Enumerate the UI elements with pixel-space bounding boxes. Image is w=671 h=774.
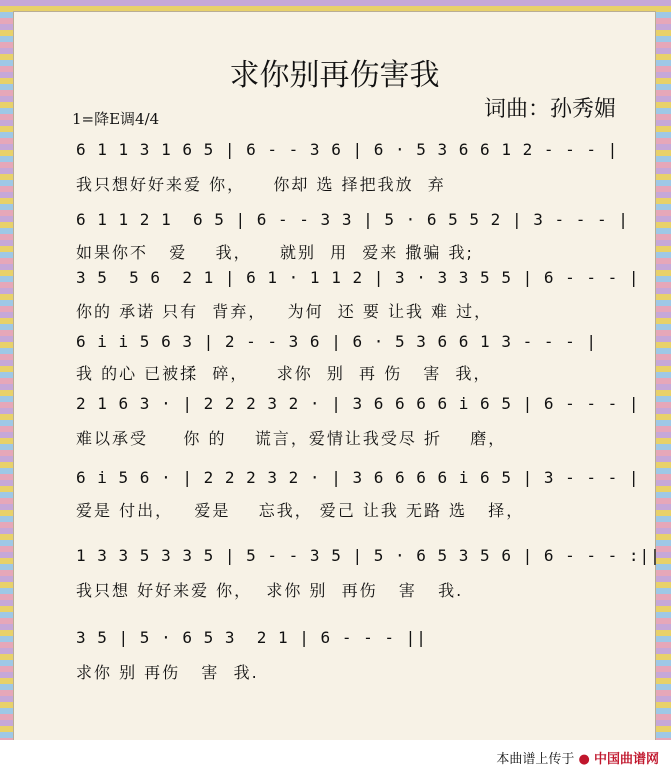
key-signature: 1=降E调4/4 — [72, 110, 160, 128]
notation-row: 3 5 | 5 · 6 5 3 2 1 | 6 - - - || — [76, 628, 427, 647]
footer-prefix: 本曲谱上传于 — [496, 752, 575, 767]
notation-row: 6 1 1 2 1 6 5 | 6 - - 3 3 | 5 · 6 5 5 2 | 3 - - - | — [76, 210, 629, 229]
notation-row: 3 5 5 6 2 1 | 6 1 · 1 1 2 | 3 · 3 3 5 5 | 6 - - - | — [76, 268, 640, 287]
lyric-row: 难以承受 你 的 谎言，爱情让我受尽 折 磨， — [76, 429, 507, 448]
lyric-row: 求你 别 再伤 害 我. — [76, 663, 259, 682]
lyric-row: 我 的心 已被揉 碎， 求你 别 再 伤 害 我， — [76, 364, 492, 383]
site-logo[interactable]: 中国曲谱网 — [593, 752, 659, 767]
lyric-row: 我只想好好来爱 你， 你却 选 择把我放 弃 — [76, 175, 446, 194]
lyric-row: 你的 承诺 只有 背弃， 为何 还 要 让我 难 过， — [76, 302, 493, 321]
notation-row: 6 i 5 6 · | 2 2 2 3 2 · | 3 6 6 6 6 i 6 5 | 3 - - - | — [76, 468, 640, 487]
lyric-row: 如果你不 爱 我， 就别 用 爱来 撒骗 我; — [76, 243, 474, 262]
lyric-row: 爱是 付出， 爱是 忘我， 爱己 让我 无路 选 择， — [76, 501, 525, 520]
notation-row: 2 1 6 3 · | 2 2 2 3 2 · | 3 6 6 6 6 i 6 5 | 6 - - - | — [76, 394, 640, 413]
site-logo-icon: ● — [578, 752, 590, 767]
notation-row: 6 1 1 3 1 6 5 | 6 - - 3 6 | 6 · 5 3 6 6 1 2 - - - | — [76, 140, 619, 159]
song-title: 求你别再伤害我 — [229, 58, 440, 93]
song-author: 词曲：孙秀媚 — [484, 97, 617, 122]
notation-row: 1 3 3 5 3 3 5 | 5 - - 3 5 | 5 · 6 5 3 5 6 | 6 - - - :|| — [76, 546, 661, 565]
source-footer — [496, 748, 659, 767]
notation-row: 6 i i 5 6 3 | 2 - - 3 6 | 6 · 5 3 6 6 1 3 - - - | — [76, 332, 598, 351]
sheet-paper — [14, 12, 661, 740]
lyric-row: 我只想 好好来爱 你， 求你 别 再伤 害 我. — [76, 581, 464, 600]
